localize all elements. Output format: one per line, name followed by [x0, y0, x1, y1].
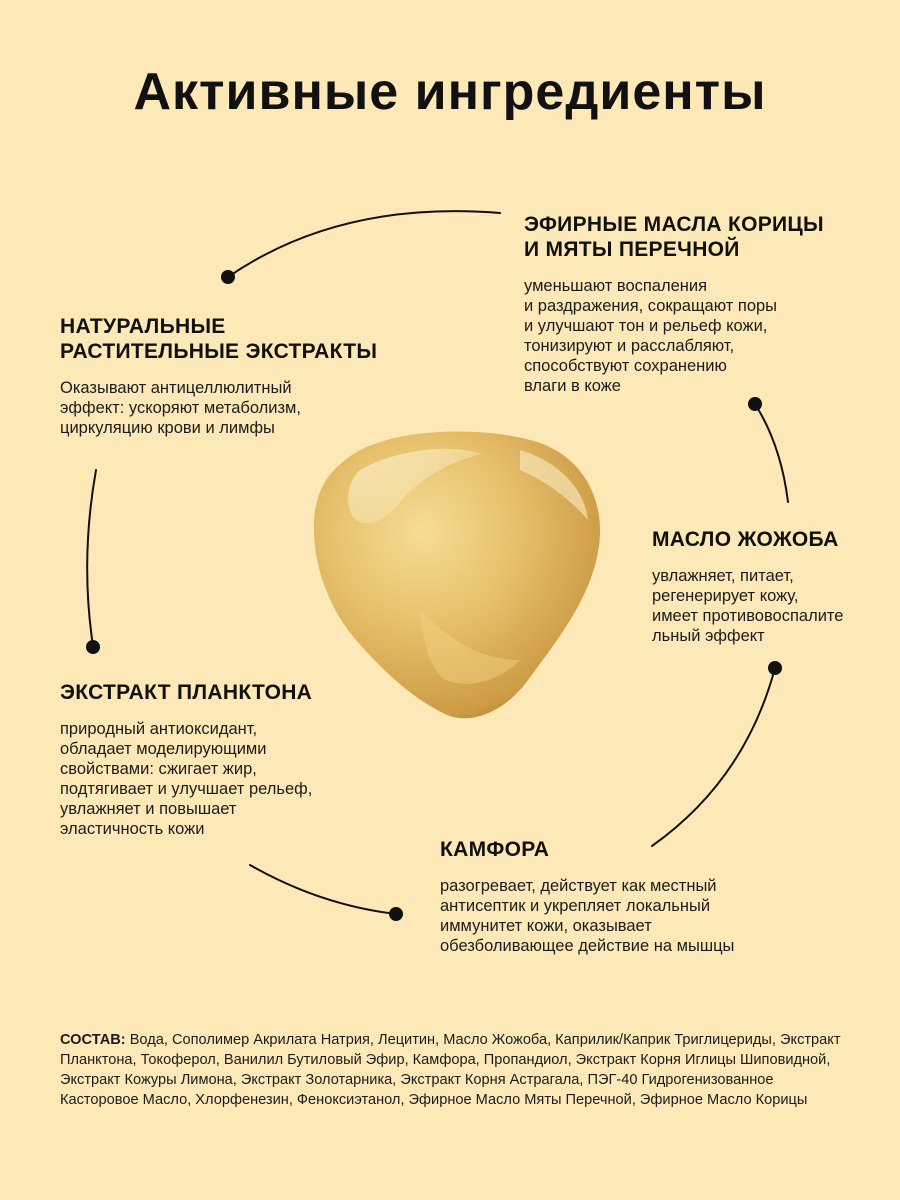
gel-blob-image [314, 431, 600, 718]
marker-dot-plant [86, 640, 100, 654]
connector-arc-essential [228, 211, 500, 277]
marker-dot-essential [221, 270, 235, 284]
ingredient-name: ЭФИРНЫЕ МАСЛА КОРИЦЫ И МЯТЫ ПЕРЕЧНОЙ [524, 213, 824, 261]
connector-arc-jojoba [755, 404, 788, 502]
ingredient-plankton-extract [60, 680, 400, 839]
ingredient-description: Оказывают антицеллюлитный эффект: ускоряют метаболизм, циркуляцию крови и лимфы [60, 379, 301, 437]
ingredient-description: увлажняет, питает, регенерирует кожу, имеет противовоспалите льный эффект [652, 567, 844, 645]
composition-text [60, 1030, 850, 1110]
ingredient-name: ЭКСТРАКТ ПЛАНКТОНА [60, 681, 313, 704]
ingredient-name: НАТУРАЛЬНЫЕ РАСТИТЕЛЬНЫЕ ЭКСТРАКТЫ [60, 315, 378, 363]
ingredient-description: уменьшают воспаления и раздражения, сокращают поры и улучшают тон и рельеф кожи, тонизируют и расслабляют, способствуют сохранению влаги в коже [524, 277, 778, 395]
composition-label: СОСТАВ: [60, 1032, 126, 1048]
marker-dot-jojoba [748, 397, 762, 411]
ingredient-jojoba-oil [652, 527, 892, 646]
connector-arc-plant [87, 470, 96, 646]
ingredient-description: разогревает, действует как местный антисептик и укрепляет локальный иммунитет кожи, оказывает обезболивающее действие на мышцы [440, 877, 735, 955]
page-title: Активные ингредиенты [133, 63, 767, 121]
ingredient-description: природный антиоксидант, обладает моделирующими свойствами: сжигает жир, подтягивает и улучшает рельеф, увлажняет и повышает эластичность кожи [60, 720, 313, 838]
ingredient-essential-oils [524, 212, 884, 396]
composition-list: Вода, Сополимер Акрилата Натрия, Лецитин, Масло Жожоба, Каприлик/Каприк Триглицериды, Экстракт Планктона, Токоферол, Ванилил Бутиловый Эфир, Камфора, Пропандиол, Экстракт Корня Иглицы Шиповидной, Экстракт Кожуры Лимона, Экстракт Золотарника, Экстракт Корня Астрагала, ПЭГ-40 Гидрогенизованное Касторовое Масло, Хлорфенезин, Феноксиэтанол, Эфирное Масло Мяты Перечной, Эфирное Масло Корицы [60, 1032, 841, 1108]
connector-arc-camphor [652, 668, 775, 846]
ingredient-name: МАСЛО ЖОЖОБА [652, 528, 839, 551]
ingredient-camphor [440, 837, 860, 956]
ingredient-plant-extracts [60, 314, 440, 438]
connector-arc-plankton [250, 865, 396, 914]
marker-dot-plankton [389, 907, 403, 921]
ingredient-name: КАМФОРА [440, 838, 550, 861]
marker-dot-camphor [768, 661, 782, 675]
